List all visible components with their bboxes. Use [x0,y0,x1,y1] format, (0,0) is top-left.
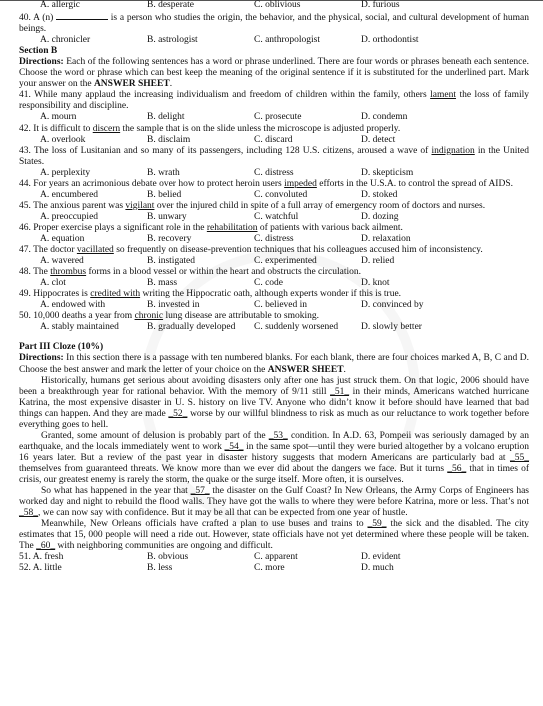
option-d: D. condemn [361,112,408,123]
blank-54: _54_ [224,441,244,452]
option-a: A. preoccupied [40,211,99,222]
underlined-word: lament [430,90,456,101]
passage-text: with neighboring communities are ongoing and difficult. [55,541,273,552]
question-text-post: is a person who studies the origin, the behavior, and the physical, social, and cultural development of human beings. [19,13,530,35]
underlined-word: vigilant [125,200,155,211]
question-40 [19,11,529,35]
option-b: B. delight [147,112,185,123]
question-text-pre: 47. The doctor [19,245,77,256]
question-text-pre: 41. While many applaud the increasing individualism and freedom of children within the family, others [19,90,431,101]
blank-55: _55_ [510,452,529,463]
section-heading: Section B [19,46,58,57]
question-text-pre: 44. For years an acrimonious debate over how to protect heroin users [19,178,285,189]
blank-59: _59_ [367,519,387,530]
blank-57: _57_ [190,486,210,497]
directions-end: . [169,79,173,90]
option-d: D. knot [361,278,390,289]
passage-paragraph-4 [19,519,529,552]
directions [19,57,529,90]
passage-text: Historically, humans get serious about avoiding disasters only after one has just struck them. On that logic, 2006 should have been a breakthrough year for rational behavior. With the memory of 9/11 still [19,375,529,397]
exam-page [19,0,529,574]
q41-options [19,112,529,123]
option-c: C. suddenly worsened [254,322,339,333]
passage-text: that in times of crisis, our greatest enemy is rarely the storm, the quake or the surge itself. More often, it is ourselves. [19,463,529,485]
option-d: D. dozing [361,211,399,222]
option-a: A. equation [40,233,85,244]
option-d: D. orthodontist [361,35,419,46]
option-b: B. disclaim [147,134,191,145]
question-text-post: forms in a blood vessel or within the heart and obstructs the circulation. [86,267,362,278]
option-b: B. instigated [147,256,196,267]
answer-sheet-label: ANSWER SHEET [93,79,170,90]
passage-text: Meanwhile, New Orleans officials have crafted a plan to use buses and trains to [41,519,368,530]
question-text-pre: 50. 10,000 deaths a year from [19,311,135,322]
option-c: C. experimented [254,256,317,267]
option-c: C. discard [254,134,293,145]
option-b: B. desperate [147,0,194,10]
question-text-pre: 49. Hippocrates is [19,289,91,300]
question-text-pre: A (n) [33,13,54,24]
blank-60: _60_ [36,541,56,552]
underlined-word: chronic [134,311,164,322]
question-47 [19,245,529,256]
question-42 [19,124,529,135]
option-a: A. endowed with [40,300,106,311]
option-d: D. furious [361,0,400,10]
option-a: A. perplexity [40,167,91,178]
option-d: D. slowly better [361,322,422,333]
underlined-word: vacillated [76,245,114,256]
passage-text: condition. In A.D. 63, Pompeii was seriously damaged by an earthquake, and the locals immediately went to work [19,430,529,452]
question-text-post: of patients with various back ailment. [257,222,403,233]
option-d: D. relaxation [361,233,411,244]
passage-text: the disaster on the Gulf Coast? In New Orleans, the Army Corps of Engineers has worked day and night to rebuild the flood walls. They have got the walls to where they were before Katrina, more or less. That’s not [19,486,529,508]
passage-text: Granted, some amount of delusion is probably part of the [41,430,269,441]
blank-53: _53_ [268,430,288,441]
option-b: B. obvious [147,552,189,563]
option-c: C. oblivious [254,0,301,10]
passage-paragraph-1 [19,376,529,431]
question-text-pre: 48. The [19,267,51,278]
option-d: D. stoked [361,189,398,200]
q42-options [19,135,529,146]
question-text-post: in the United States. [19,145,529,167]
option-a: 51. A. fresh [19,552,64,563]
passage-text: the sick and the disabled. The city estimates that 15, 000 people will need a ride out. However, state officials have not yet determined where these people will be taken. The [19,519,530,552]
question-text-pre: 46. Proper exercise plays a significant role in the [19,222,207,233]
q44-options [19,190,529,201]
directions-text: In this section there is a passage with ten numbered blanks. For each blank, there are four choices marked A, B, C and D. Choose the best answer and mark the letter of your choice on the [19,353,529,375]
question-44 [19,179,529,190]
question-text-post: over the injured child in spite of a full array of emergency room of doctors and nurses. [154,200,486,211]
part-heading: Part III Cloze (10%) [19,342,104,353]
blank-56: _56_ [447,463,467,474]
option-d: D. detect [361,134,396,145]
option-c: C. distress [254,167,294,178]
q50-options [19,322,529,333]
directions-end: . [343,364,346,375]
passage-text: worse by our willful blindness to risk as much as our reluctance to work together before everything goes to hell. [19,408,529,430]
q46-options [19,234,529,245]
option-d: D. much [361,563,394,574]
option-b: B. recovery [147,233,192,244]
question-46 [19,223,529,234]
option-b: B. belied [147,189,182,200]
underlined-word: indignation [431,145,475,156]
option-d: D. relied [361,256,395,267]
underlined-word: rehabilitation [206,222,258,233]
option-c: C. anthropologist [254,35,320,46]
q39-options [19,0,529,11]
question-50 [19,311,529,322]
passage-paragraph-3 [19,486,529,519]
question-text-post: the sample that is on the slide unless the microscope is adjusted properly. [120,123,401,134]
directions-label: Directions: [19,57,64,68]
option-a: A. wavered [40,256,84,267]
passage-text: So what has happened in the year that [41,486,191,497]
option-d: D. evident [361,552,401,563]
option-a: A. overlook [40,134,86,145]
directions [19,353,529,375]
underlined-word: credited with [90,289,141,300]
question-49 [19,289,529,300]
option-c: C. apparent [254,552,298,563]
answer-sheet-label: ANSWER SHEET [267,364,344,375]
passage-text: , we can now say with confidence. But it may be all that can be expected from one year of hustle. [38,508,408,519]
underlined-word: thrombus [50,267,87,278]
q52-options [19,563,529,574]
passage-paragraph-2 [19,431,529,486]
passage-text: in their minds, Americans watched hurricane Katrina, the most expensive disaster in U. S. history on live TV. Anyone who didn’t know it before should have learned that bad things can happen. And they are made [19,386,529,419]
option-c: C. believed in [254,300,308,311]
option-a: A. clot [40,278,66,289]
option-b: B. invested in [147,300,200,311]
option-a: A. allergic [40,0,80,10]
underlined-word: impeded [284,178,317,189]
question-48 [19,267,529,278]
passage-text: in the same spot—until they were buried altogether by a volcano eruption 16 years later. But a review of the past year in disaster history suggests that modern Americans are particularly bad at [19,441,529,463]
option-c: C. prosecute [254,112,302,123]
answer-blank [56,11,108,20]
q40-options [19,35,529,46]
option-a: A. mourn [40,112,77,123]
q47-options [19,256,529,267]
question-text-pre: 43. The loss of Lusitanian and so many of its passengers, including 128 U.S. citizens, aroused a wave of [19,145,432,156]
q45-options [19,212,529,223]
passage-text: themselves from guaranteed threats. We know more than we ever did about the dangers we face. But it turns [19,463,448,474]
option-a: A. encumbered [40,189,99,200]
question-text-pre: 45. The anxious parent was [19,200,126,211]
directions-label: Directions: [19,353,64,364]
option-b: B. gradually developed [147,322,236,333]
q51-options [19,552,529,563]
option-c: C. more [254,563,285,574]
option-b: B. wrath [147,167,180,178]
q49-options [19,300,529,311]
option-c: C. code [254,278,284,289]
question-text-post: efforts in the U.S.A. to control the spread of AIDS. [316,178,513,189]
option-a: 52. A. little [19,563,62,574]
option-c: C. convoluted [254,189,308,200]
option-b: B. unwary [147,211,187,222]
option-b: B. less [147,563,173,574]
question-41 [19,90,529,112]
underlined-word: discern [92,123,121,134]
question-text-post: so frequently on disease-prevention techniques that his colleagues accused him of inconsistency. [113,245,483,256]
question-number: 40. [19,13,31,24]
q48-options [19,278,529,289]
question-43 [19,146,529,168]
option-c: C. watchful [254,211,299,222]
option-a: A. chronicler [40,35,91,46]
option-d: D. skepticism [361,167,414,178]
q43-options [19,168,529,179]
blank-52: _52_ [168,408,188,419]
option-b: B. astrologist [147,35,198,46]
directions-text: Each of the following sentences has a word or phrase underlined. There are four words or phrases beneath each sentence. Choose the word or phrase which can best keep the meaning of the original sentence if it is substituted for the underlined part. Mark your answer on the [19,57,529,90]
question-45 [19,201,529,212]
option-b: B. mass [147,278,178,289]
question-text-pre: 42. It is difficult to [19,123,93,134]
question-text-post: lung disease are attributable to smoking. [163,311,319,322]
option-d: D. convinced by [361,300,424,311]
question-text-post: the loss of family responsibility and discipline. [19,90,529,112]
option-a: A. stably maintained [40,322,119,333]
blank-51: _51_ [330,386,350,397]
blank-58: _58_ [19,508,38,519]
option-c: C. distress [254,233,294,244]
question-text-post: writing the Hippocratic oath, although experts wonder if this is true. [140,289,402,300]
